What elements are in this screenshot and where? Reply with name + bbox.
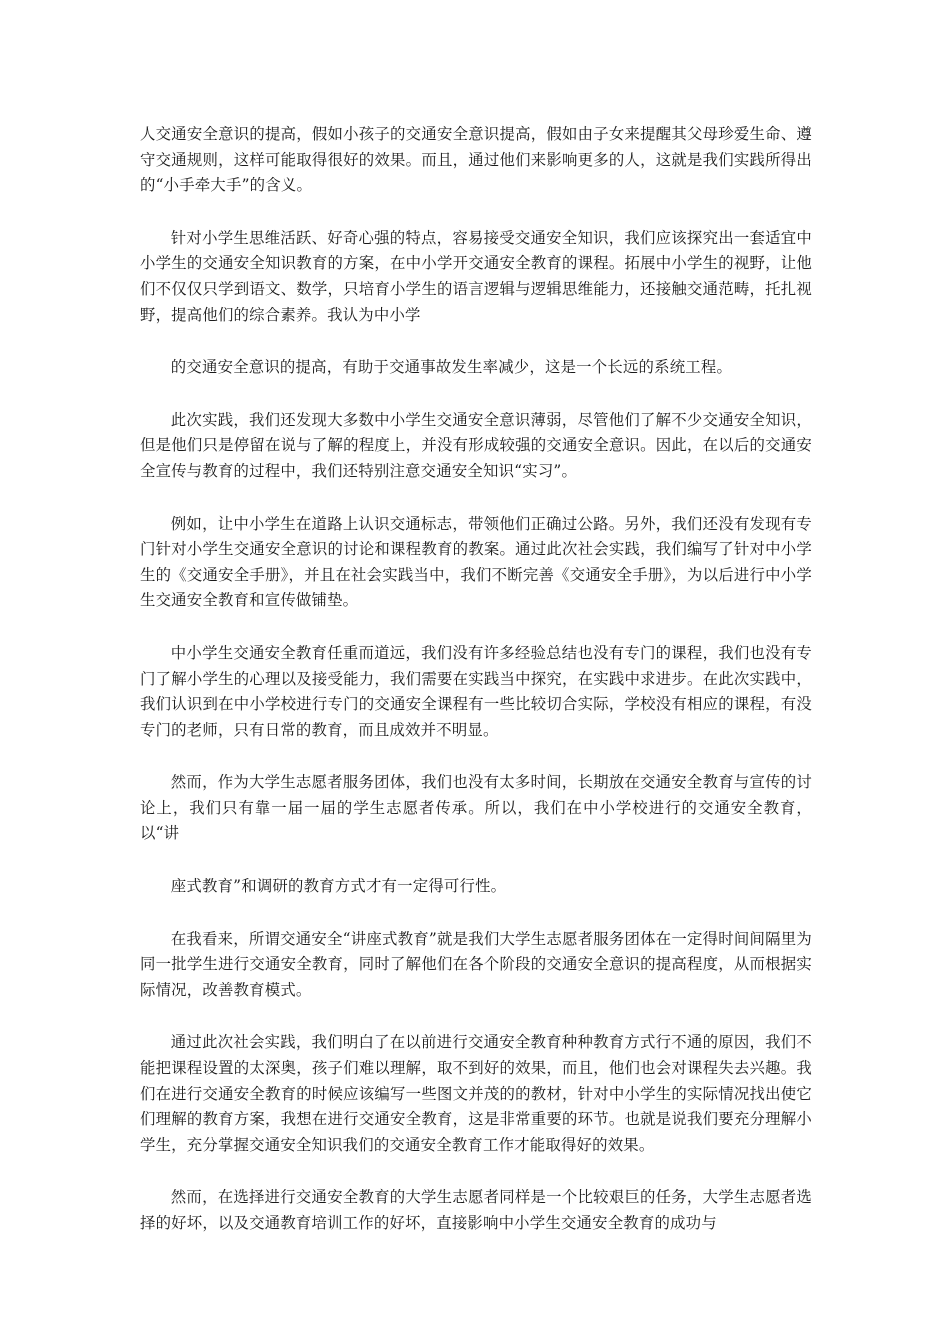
paragraph: 此次实践，我们还发现大多数中小学生交通安全意识薄弱，尽管他们了解不少交通安全知识，但是他们只是停留在说与了解的程度上，并没有形成较强的交通安全意识。因此，在以后的交通安全宣传与教育的过程中，我们还特别注意交通安全知识“实习”。 (140, 410, 812, 480)
paragraph: 例如，让中小学生在道路上认识交通标志，带领他们正确过公路。另外，我们还没有发现有专门针对小学生交通安全意识的讨论和课程教育的教案。通过此次社会实践，我们编写了针对中小学生的《交通安全手册》，并且在社会实践当中，我们不断完善《交通安全手册》，为以后进行中小学生交通安全教育和宣传做铺垫。 (140, 514, 812, 610)
paragraph: 然而，作为大学生志愿者服务团体，我们也没有太多时间，长期放在交通安全教育与宣传的讨论上，我们只有靠一届一届的学生志愿者传承。所以，我们在中小学校进行的交通安全教育，以“讲 (140, 773, 812, 843)
paragraph: 人交通安全意识的提高，假如小孩子的交通安全意识提高，假如由子女来提醒其父母珍爱生命、遵守交通规则，这样可能取得很好的效果。而且，通过他们来影响更多的人，这就是我们实践所得出的“小手牵大手”的含义。 (140, 125, 812, 195)
paragraph: 在我看来，所谓交通安全“讲座式教育”就是我们大学生志愿者服务团体在一定得时间间隔里为同一批学生进行交通安全教育，同时了解他们在各个阶段的交通安全意识的提高程度，从而根据实际情况，改善教育模式。 (140, 929, 812, 999)
paragraph: 的交通安全意识的提高，有助于交通事故发生率减少，这是一个长远的系统工程。 (170, 358, 733, 377)
paragraph: 座式教育”和调研的教育方式才有一定得可行性。 (170, 877, 507, 896)
paragraph: 通过此次社会实践，我们明白了在以前进行交通安全教育种种教育方式行不通的原因，我们不能把课程设置的太深奥，孩子们难以理解，取不到好的效果，而且，他们也会对课程失去兴趣。我们在进行交通安全教育的时候应该编写一些图文并茂的的教材，针对中小学生的实际情况找出使它们理解的教育方案，我想在进行交通安全教育，这是非常重要的环节。也就是说我们要充分理解小学生，充分掌握交通安全知识我们的交通安全教育工作才能取得好的效果。 (140, 1033, 812, 1154)
paragraph: 针对小学生思维活跃、好奇心强的特点，容易接受交通安全知识，我们应该探究出一套适宜中小学生的交通安全知识教育的方案，在中小学开交通安全教育的课程。拓展中小学生的视野，让他们不仅仅只学到语文、数学，只培育小学生的语言逻辑与逻辑思维能力，还接触交通范畴，托扎视野，提高他们的综合素养。我认为中小学 (140, 228, 812, 324)
document-page (140, 122, 812, 1264)
paragraph: 中小学生交通安全教育任重而道远，我们没有许多经验总结也没有专门的课程，我们也没有专门了解小学生的心理以及接受能力，我们需要在实践当中探究，在实践中求进步。在此次实践中，我们认识到在中小学校进行专门的交通安全课程有一些比较切合实际，学校没有相应的课程，有没专门的老师，只有日常的教育，而且成效并不明显。 (140, 643, 812, 739)
paragraph: 然而，在选择进行交通安全教育的大学生志愿者同样是一个比较艰巨的任务，大学生志愿者选择的好坏，以及交通教育培训工作的好坏，直接影响中小学生交通安全教育的成功与 (140, 1188, 812, 1232)
